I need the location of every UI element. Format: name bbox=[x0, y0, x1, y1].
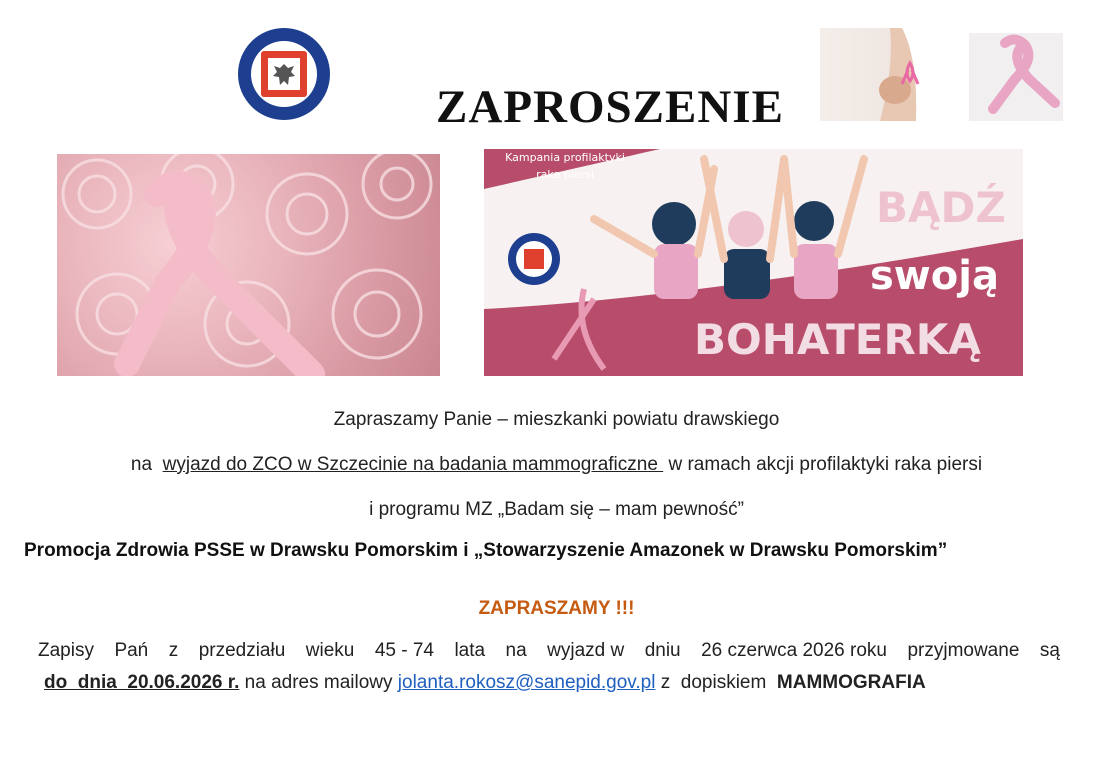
line2-prefix: na bbox=[130, 454, 163, 475]
promotion-organizers: Promocja Zdrowia PSSE w Drawsku Pomorskim i „Stowarzyszenie Amazonek w Drawsku Pomorskim” bbox=[24, 540, 948, 561]
banner-campaign-line1: Kampania profilaktyki bbox=[505, 151, 625, 164]
banner-campaign-label bbox=[490, 149, 640, 183]
banner-headline-2: swoją bbox=[870, 253, 999, 299]
note-text: z dopiskiem bbox=[655, 672, 777, 693]
registration-line-1 bbox=[38, 640, 1060, 662]
contact-email-link[interactable]: jolanta.rokosz@sanepid.gov.pl bbox=[397, 672, 656, 693]
roses-illustration bbox=[57, 154, 440, 376]
email-subject-keyword: MAMMOGRAFIA bbox=[776, 672, 926, 693]
banner-campaign-line2: raka piersi bbox=[536, 168, 594, 181]
word: Pań bbox=[114, 640, 149, 661]
pink-ribbon-icon bbox=[969, 33, 1063, 121]
word: przedziału bbox=[198, 640, 286, 661]
word: przyjmowane bbox=[907, 640, 1020, 661]
invitation-line-2 bbox=[0, 454, 1113, 476]
page-title: ZAPROSZENIE bbox=[436, 81, 784, 133]
registration-line-2 bbox=[44, 672, 926, 694]
word: z bbox=[168, 640, 179, 661]
invitation-line-1: Zapraszamy Panie – mieszkanki powiatu drawskiego bbox=[333, 409, 780, 430]
word: na bbox=[505, 640, 527, 661]
campaign-banner bbox=[484, 149, 1023, 376]
trip-date: 26 czerwca 2026 roku bbox=[701, 640, 887, 661]
invitation-line-3: i programu MZ „Badam się – mam pewność” bbox=[369, 499, 744, 520]
line2-trip-details: wyjazd do ZCO w Szczecinie na badania mammograficzne bbox=[162, 454, 664, 475]
age-range: 45 - 74 bbox=[374, 640, 434, 661]
banner-headline-3: BOHATERKĄ bbox=[694, 315, 981, 364]
line2-suffix: w ramach akcji profilaktyki raka piersi bbox=[663, 454, 983, 475]
word: lata bbox=[454, 640, 486, 661]
word: dniu bbox=[644, 640, 681, 661]
word: wieku bbox=[305, 640, 355, 661]
address-text: na adres mailowy bbox=[239, 672, 398, 693]
banner-headline-1: BĄDŹ bbox=[876, 183, 1006, 232]
invite-heading: ZAPRASZAMY !!! bbox=[478, 598, 635, 619]
woman-torso-image bbox=[820, 28, 944, 121]
word: wyjazd w bbox=[547, 640, 625, 661]
photo-pink-ribbon bbox=[969, 33, 1063, 121]
registration-deadline: do dnia 20.06.2026 r. bbox=[44, 672, 240, 693]
word: Zapisy bbox=[38, 640, 94, 661]
word: są bbox=[1039, 640, 1060, 661]
roses-with-ribbon-image bbox=[57, 154, 440, 376]
photo-woman-with-ribbon bbox=[820, 28, 944, 121]
